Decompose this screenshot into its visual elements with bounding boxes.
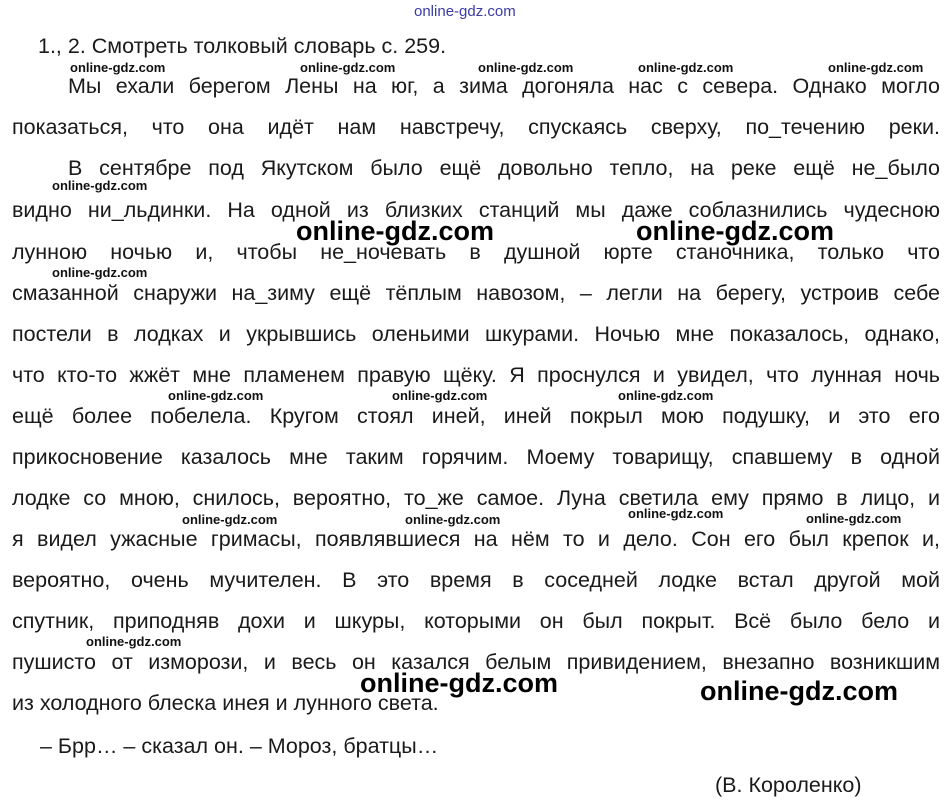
- watermark-big: online-gdz.com: [636, 216, 834, 246]
- text-line-16: из холодного блеска инея и лунного света.: [12, 691, 439, 715]
- text-line-3: В сентябре под Якутском было ещё довольно тепло, на реке ещё не_было: [68, 156, 940, 180]
- watermark-small: online-gdz.com: [628, 506, 724, 521]
- text-line-15: пушисто от изморози, и весь он казался белым привидением, внезапно возникшим: [12, 650, 940, 674]
- watermark-small: online-gdz.com: [618, 388, 714, 403]
- watermark-small: online-gdz.com: [168, 388, 264, 403]
- text-line-6: смазанной снаружи на_зиму ещё тёплым навозом, – легли на берегу, устроив себе: [12, 281, 940, 305]
- watermark-small: online-gdz.com: [300, 60, 396, 75]
- watermark-small: online-gdz.com: [638, 60, 734, 75]
- text-line-9: ещё более побелела. Кругом стоял иней, иней покрыл мою подушку, и это его: [12, 404, 940, 428]
- text-line-8: что кто-то жжёт мне пламенем правую щёку. Я проснулся и увидел, что лунная ночь: [12, 363, 940, 387]
- text-line-1: Мы ехали берегом Лены на юг, а зима догоняла нас с севера. Однако могло: [68, 74, 940, 98]
- text-line-12: я видел ужасные гримасы, появлявшиеся на нём то и дело. Сон его был крепок и,: [12, 527, 940, 551]
- watermark-small: online-gdz.com: [828, 60, 924, 75]
- watermark-small: online-gdz.com: [86, 634, 182, 649]
- watermark-small: online-gdz.com: [478, 60, 574, 75]
- text-line-13: вероятно, очень мучителен. В это время в соседней лодке встал другой мой: [12, 568, 940, 592]
- author: (В. Короленко): [715, 773, 862, 797]
- watermark-small: online-gdz.com: [52, 178, 148, 193]
- heading: 1., 2. Смотреть толковый словарь с. 259.: [38, 34, 447, 58]
- watermark-small: online-gdz.com: [182, 512, 278, 527]
- watermark-top: online-gdz.com: [414, 3, 516, 20]
- text-line-14: спутник, приподняв дохи и шкуры, которыми он был покрыт. Всё было бело и: [12, 609, 940, 633]
- text-line-2: показаться, что она идёт нам навстречу, спускаясь сверху, по_течению реки.: [12, 115, 940, 139]
- text-line-17: – Брр… – сказал он. – Мороз, братцы…: [40, 734, 439, 758]
- watermark-small: online-gdz.com: [806, 511, 902, 526]
- watermark-small: online-gdz.com: [70, 60, 166, 75]
- watermark-small: online-gdz.com: [405, 512, 501, 527]
- text-line-11: лодке со мною, снилось, вероятно, то_же самое. Луна светила ему прямо в лицо, и: [12, 486, 940, 510]
- text-line-5: лунною ночью и, чтобы не_ночевать в душной юрте станочника, только что: [12, 240, 940, 264]
- watermark-big: online-gdz.com: [296, 216, 494, 246]
- text-line-10: прикосновение казалось мне таким горячим. Моему товарищу, спавшему в одной: [12, 445, 940, 469]
- watermark-big: online-gdz.com: [700, 676, 898, 706]
- text-line-7: постели в лодках и укрывшись оленьими шкурами. Ночью мне показалось, однако,: [12, 322, 940, 346]
- text-line-4: видно ни_льдинки. На одной из близких станций мы даже соблазнились чудесною: [12, 198, 940, 222]
- watermark-small: online-gdz.com: [392, 388, 488, 403]
- watermark-small: online-gdz.com: [52, 265, 148, 280]
- watermark-big: online-gdz.com: [360, 668, 558, 698]
